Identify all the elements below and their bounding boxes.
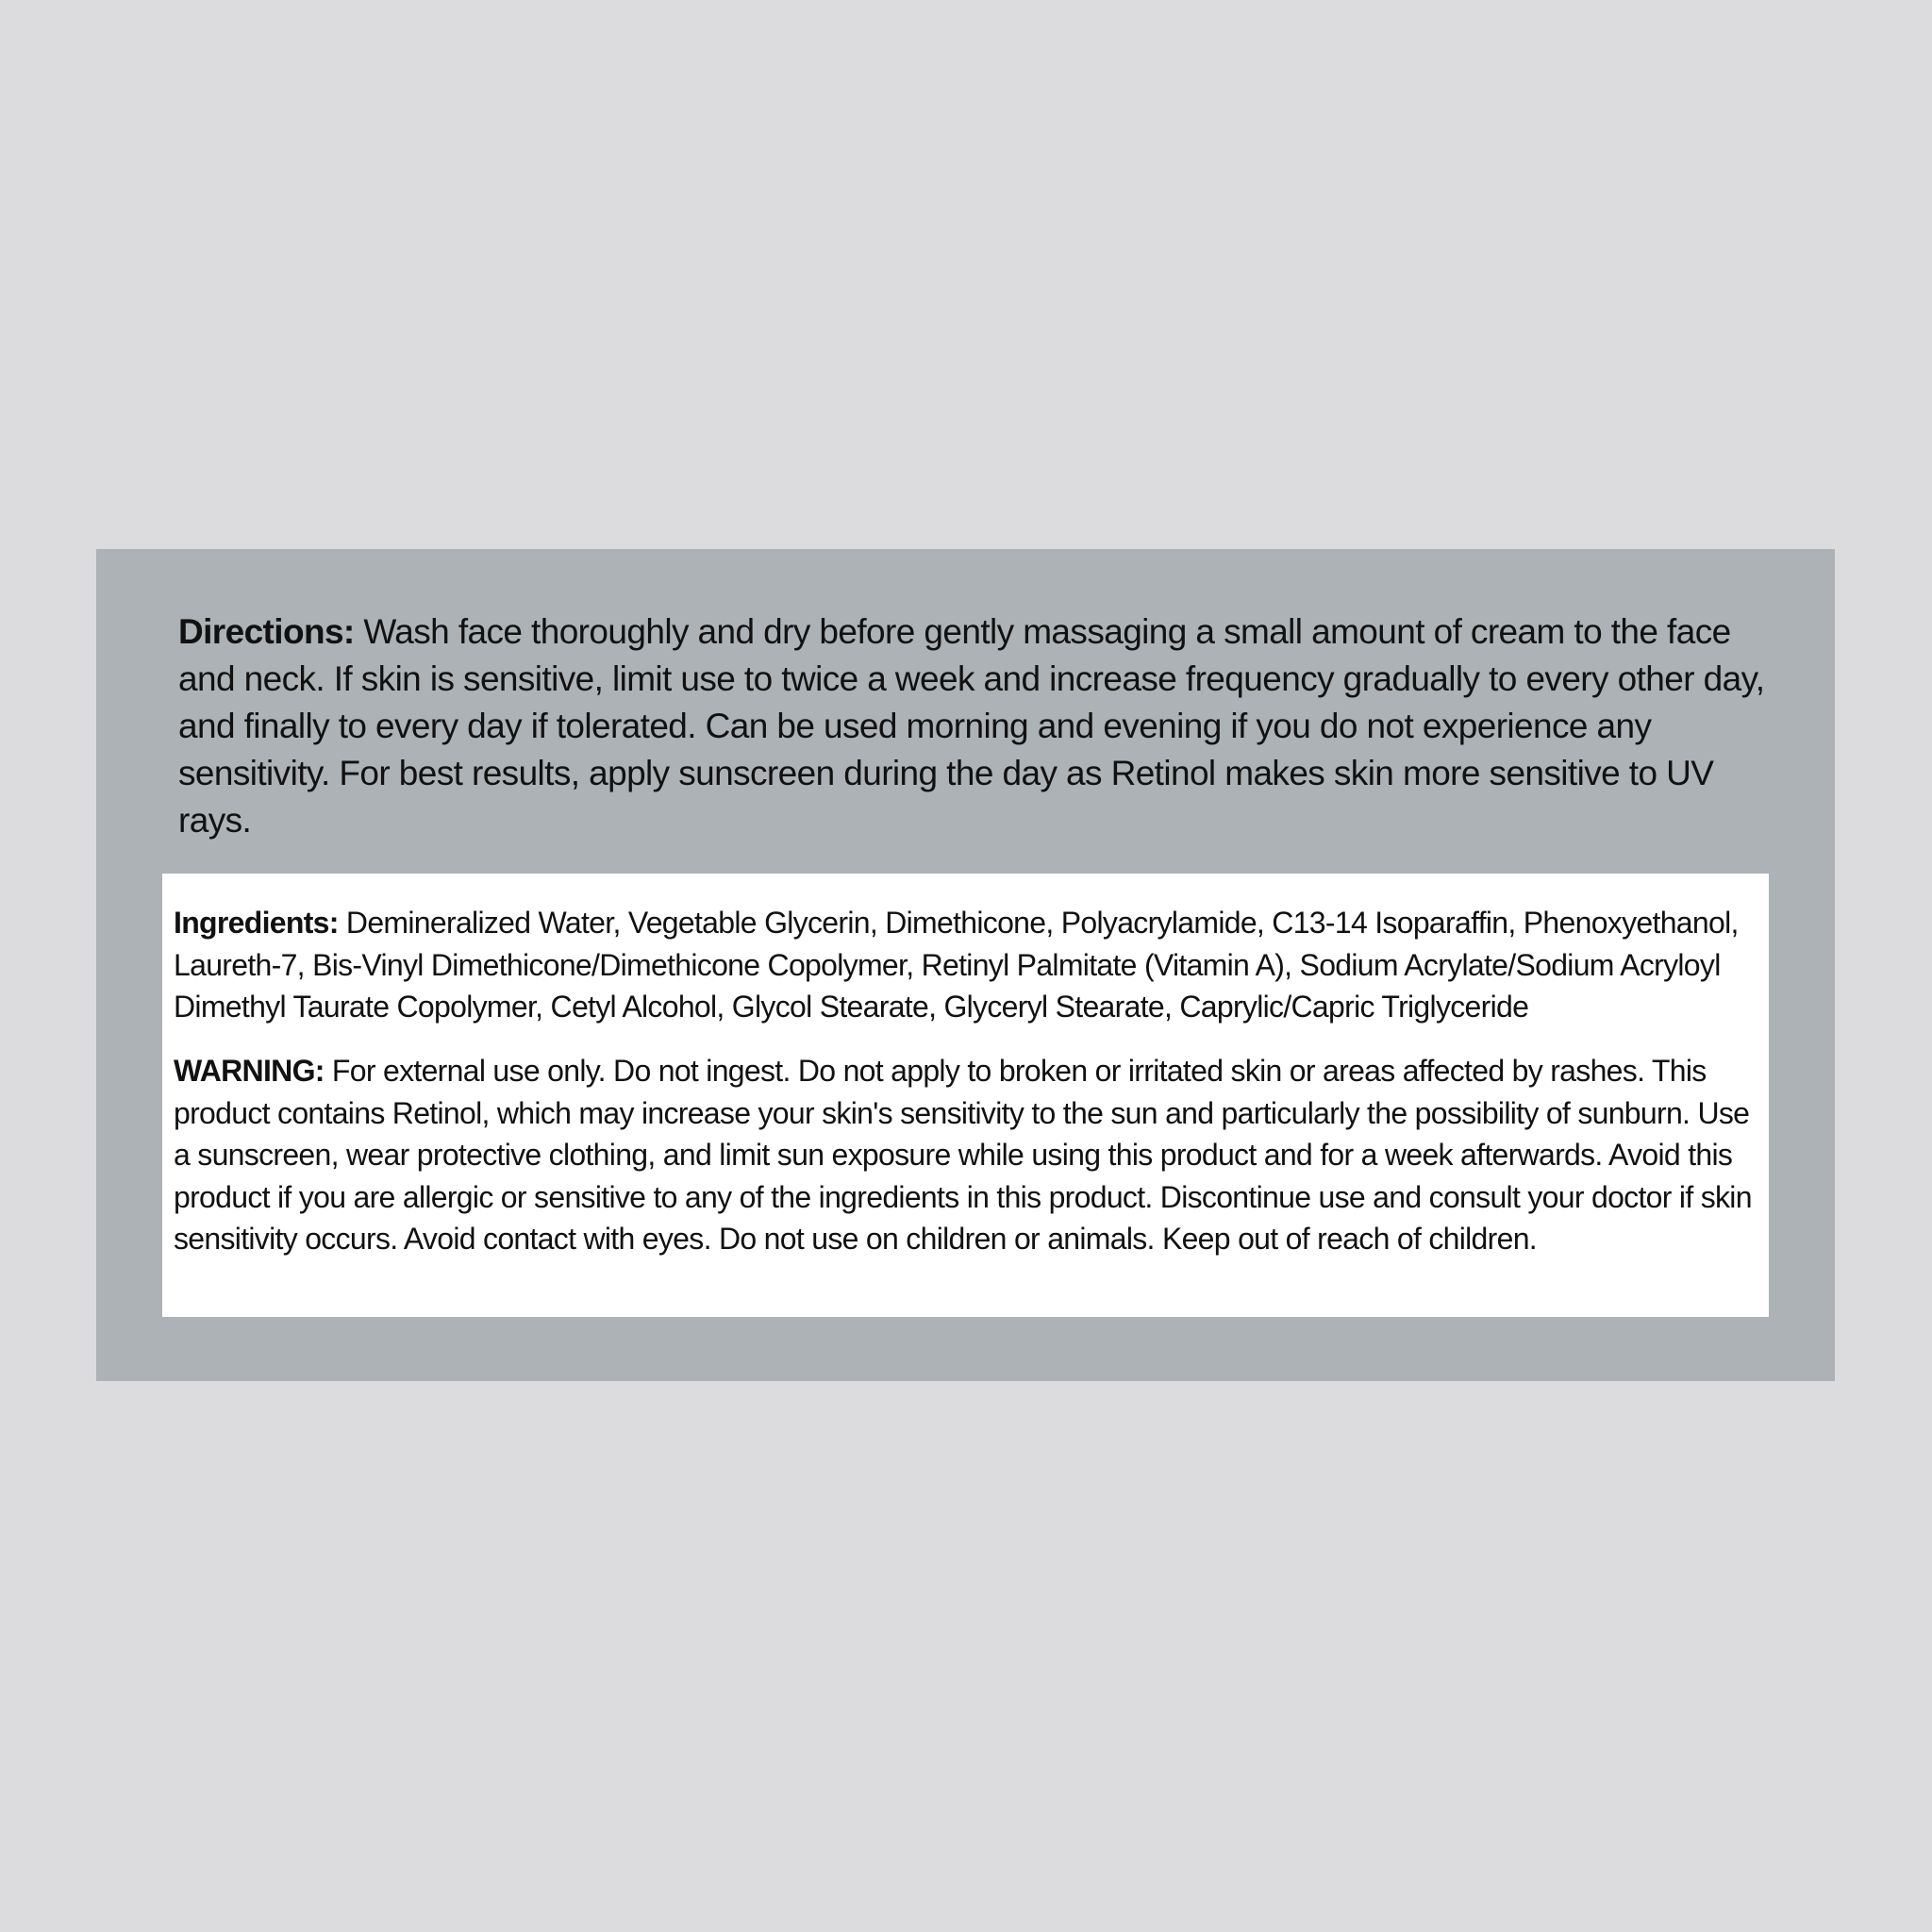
warning-text: For external use only. Do not ingest. Do not apply to broken or irritated skin or areas affected by rashes. This product contains Retinol, which may increase your skin's sensitivity to the sun and particularly the possibility of sunburn. Use a sunscreen, wear protective clothing, and limit sun exposure while using this product and for a week afterwards. Avoid this product if you are allergic or sensitive to any of the ingredients in this product. Discontinue use and consult your doctor if skin sensitivity occurs. Avoid contact with eyes. Do not use on children or animals. Keep out of reach of children. — [174, 1054, 1752, 1256]
ingredients-text: Demineralized Water, Vegetable Glycerin, Dimethicone, Polyacrylamide, C13-14 Isoparaffin, Phenoxyethanol, Laureth-7, Bis-Vinyl Dimethicone/Dimethicone Copolymer, Retinyl Palmitate (Vitamin A), Sodium Acrylate/Sodium Acryloyl Dimethyl Taurate Copolymer, Cetyl Alcohol, Glycol Stearate, Glyceryl Stearate, Caprylic/Capric Triglyceride — [174, 906, 1739, 1024]
warning-heading: WARNING: — [174, 1054, 325, 1088]
ingredients-warning-box — [162, 874, 1769, 1317]
directions-heading: Directions: — [178, 612, 355, 651]
ingredients-paragraph — [174, 902, 1763, 1028]
warning-paragraph — [174, 1050, 1763, 1260]
product-label-panel — [96, 549, 1835, 1381]
ingredients-heading: Ingredients: — [174, 906, 339, 940]
directions-text: Wash face thoroughly and dry before gently massaging a small amount of cream to the face and neck. If skin is sensitive, limit use to twice a week and increase frequency gradually to every other day, and finally to every day if tolerated. Can be used morning and evening if you do not experience any sensitivity. For best results, apply sunscreen during the day as Retinol makes skin more sensitive to UV rays. — [178, 612, 1765, 840]
directions-paragraph — [178, 608, 1782, 844]
